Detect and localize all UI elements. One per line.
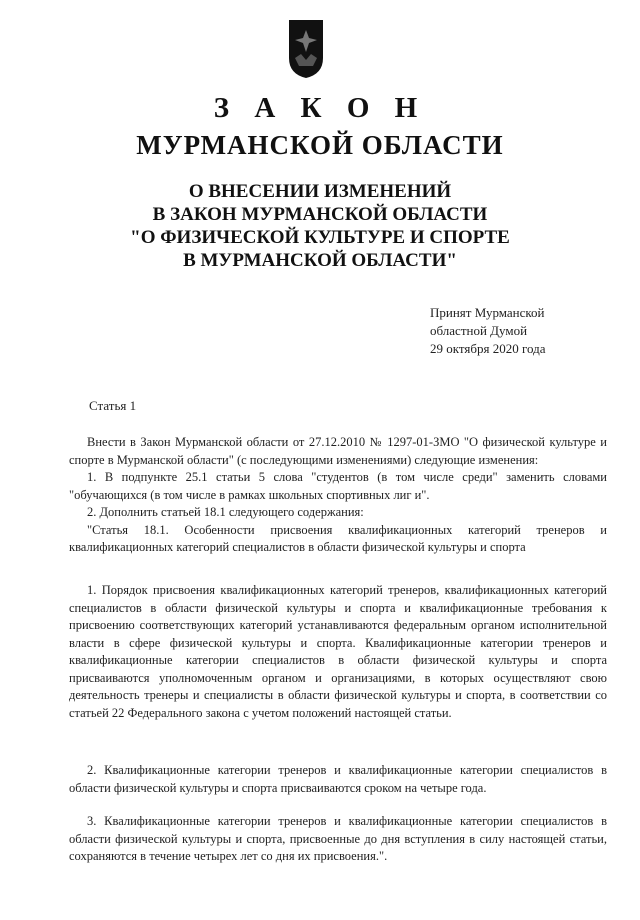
region-title: МУРМАНСКОЙ ОБЛАСТИ [136,130,504,160]
amendment-item-1: 1. В подпункте 25.1 статьи 5 слова "студентов (в том числе среди" заменить словами "обучающихся (в том числе в рамках школьных спортивных лиг и". [69,470,607,502]
new-article-paragraph-3: 3. Квалификационные категории тренеров и квалификационные категории специалистов в области физической культуры и спорта, присвоенные до дня вступления в силу настоящей статьи, сохраняются в течение четырех лет со дня их присвоения.". [69,814,607,863]
intro-paragraph: Внести в Закон Мурманской области от 27.12.2010 № 1297-01-ЗМО "О физической культуре и спорте в Мурманской области" (с последующими изменениями) следующие изменения: [69,435,607,467]
coat-of-arms-icon [287,18,325,80]
document-type-title: З А К О Н [213,92,427,124]
new-article-paragraph-1: 1. Порядок присвоения квалификационных категорий тренеров, квалификационных категорий специалистов в области физической культуры и спорта и квалификационные требования к присвоению соответствующих категорий устанавливаются федеральным органом исполнительной власти в сфере физической культуры и спорта. Квалификационные категории тренеров и квалификационные категории специалистов в области физической культуры и спорта присваиваются уполномоченным органом и организациями, в которых осуществляют свою деятельность тренеры и специалисты в области физической культуры и спорта, в соответствии со статьей 22 Федерального закона с учетом положений настоящей статьи. [69,583,607,720]
new-article-p3-block [69,813,607,866]
subtitle-line: В ЗАКОН МУРМАНСКОЙ ОБЛАСТИ [152,204,488,225]
law-subject-title [0,180,640,272]
subtitle-line: О ВНЕСЕНИИ ИЗМЕНЕНИЙ [188,181,452,202]
adoption-line: областной Думой [430,323,528,338]
adoption-note [430,304,620,358]
new-article-p1-block [69,582,607,722]
subtitle-line: В МУРМАНСКОЙ ОБЛАСТИ" [183,250,457,271]
article-body-intro [69,434,607,557]
new-article-paragraph-2: 2. Квалификационные категории тренеров и квалификационные категории специалистов в области физической культуры и спорта присваиваются сроком на четыре года. [69,763,607,795]
subtitle-line: "О ФИЗИЧЕСКОЙ КУЛЬТУРЕ И СПОРТЕ [130,227,510,248]
new-article-p2-block [69,762,607,797]
amendment-item-2: 2. Дополнить статьей 18.1 следующего содержания: [87,505,364,519]
adoption-line: Принят Мурманской [430,305,545,320]
adoption-date: 29 октября 2020 года [430,341,546,356]
new-article-title: "Статья 18.1. Особенности присвоения квалификационных категорий тренеров и квалификационных категорий специалистов в области физической культуры и спорта [69,522,607,554]
article-heading: Статья 1 [89,398,137,413]
